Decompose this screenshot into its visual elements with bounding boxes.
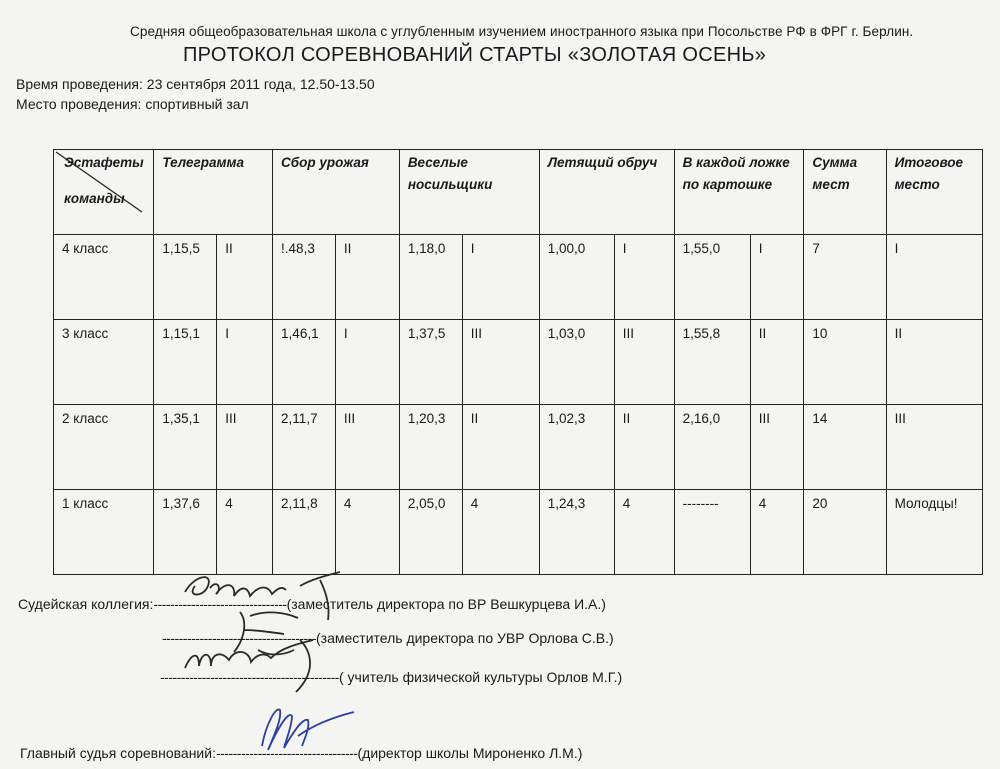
sum-cell: 14 — [804, 405, 886, 490]
jury-member-3: ( учитель физической культуры Орлов М.Г.) — [338, 669, 623, 685]
column-header: Телеграмма — [154, 150, 273, 235]
place-cell: 4 — [462, 490, 539, 575]
table-row — [54, 490, 983, 575]
time-cell: 2,05,0 — [399, 490, 462, 575]
signature-line: ------------------------------------------- — [160, 669, 339, 685]
column-header: Веселые носильщики — [399, 150, 539, 235]
place-cell: I — [462, 235, 539, 320]
time-cell: 1,35,1 — [154, 405, 217, 490]
corner-top-label: Эстафеты — [64, 155, 144, 170]
place-cell: III — [462, 320, 539, 405]
place-cell: I — [335, 320, 399, 405]
team-name: 1 класс — [54, 490, 154, 575]
team-name: 3 класс — [54, 320, 154, 405]
jury-member-1: (заместитель директора по ВР Вешкурцева И.А.) — [286, 596, 606, 612]
place-cell: 4 — [217, 490, 273, 575]
column-header: Итоговое место — [886, 150, 982, 235]
place-cell: I — [614, 235, 674, 320]
time-cell: 2,16,0 — [674, 405, 750, 490]
sum-cell: 7 — [804, 235, 886, 320]
time-cell: 1,37,5 — [399, 320, 462, 405]
time-cell: !.48,3 — [273, 235, 336, 320]
jury-member-2: (заместитель директора по УВР Орлова С.В.) — [316, 630, 614, 646]
signature-line: ------------------------------------- — [162, 630, 316, 646]
place-cell: II — [614, 405, 674, 490]
corner-bottom-label: команды — [64, 191, 125, 206]
document-title: ПРОТОКОЛ СОРЕВНОВАНИЙ СТАРТЫ «ЗОЛОТАЯ ОСЕНЬ» — [183, 44, 767, 66]
place-cell: I — [750, 235, 804, 320]
final-place-cell: I — [886, 235, 982, 320]
team-name: 2 класс — [54, 405, 154, 490]
place-cell: III — [335, 405, 399, 490]
event-place: Место проведения: спортивный зал — [16, 96, 249, 112]
time-cell: 1,18,0 — [399, 235, 462, 320]
team-name: 4 класс — [54, 235, 154, 320]
place-cell: 4 — [614, 490, 674, 575]
table-row — [54, 320, 983, 405]
final-place-cell: Молодцы! — [886, 490, 982, 575]
table-row — [54, 235, 983, 320]
place-cell: II — [335, 235, 399, 320]
place-cell: 4 — [335, 490, 399, 575]
place-cell: 4 — [750, 490, 804, 575]
time-cell: 1,24,3 — [539, 490, 614, 575]
place-cell: II — [750, 320, 804, 405]
chief-judge-name: (директор школы Мироненко Л.М.) — [357, 745, 583, 761]
place-cell: III — [750, 405, 804, 490]
sum-cell: 10 — [804, 320, 886, 405]
results-table — [53, 149, 983, 575]
sum-cell: 20 — [804, 490, 886, 575]
place-cell: II — [462, 405, 539, 490]
school-name: Средняя общеобразовательная школа с углубленным изучением иностранного языка при Посольстве РФ в ФРГ г. Берлин. — [130, 24, 914, 39]
time-cell: 1,55,0 — [674, 235, 750, 320]
event-time: Время проведения: 23 сентября 2011 года, 12.50-13.50 — [16, 76, 375, 92]
time-cell: 1,15,1 — [154, 320, 217, 405]
jury-label: Судейская коллегия: — [18, 596, 154, 612]
final-place-cell: II — [886, 320, 982, 405]
place-cell: II — [217, 235, 273, 320]
place-cell: III — [217, 405, 273, 490]
time-cell: 1,20,3 — [399, 405, 462, 490]
place-cell: I — [217, 320, 273, 405]
time-cell: 2,11,8 — [273, 490, 336, 575]
column-header: Сумма мест — [804, 150, 886, 235]
place-cell: III — [614, 320, 674, 405]
time-cell: 1,37,6 — [154, 490, 217, 575]
time-cell: 1,00,0 — [539, 235, 614, 320]
column-header: Летящий обруч — [539, 150, 674, 235]
time-cell: -------- — [674, 490, 750, 575]
time-cell: 2,11,7 — [273, 405, 336, 490]
time-cell: 1,15,5 — [154, 235, 217, 320]
time-cell: 1,03,0 — [539, 320, 614, 405]
corner-header — [54, 150, 154, 235]
chief-judge-label: Главный судья соревнований: — [20, 745, 216, 761]
column-header: В каждой ложке по картошке — [674, 150, 804, 235]
final-place-cell: III — [886, 405, 982, 490]
time-cell: 1,55,8 — [674, 320, 750, 405]
time-cell: 1,46,1 — [273, 320, 336, 405]
column-header: Сбор урожая — [273, 150, 400, 235]
time-cell: 1,02,3 — [539, 405, 614, 490]
signature-line: -------------------------------- — [153, 596, 287, 612]
signature-line: ---------------------------------- — [215, 745, 358, 761]
table-row — [54, 405, 983, 490]
